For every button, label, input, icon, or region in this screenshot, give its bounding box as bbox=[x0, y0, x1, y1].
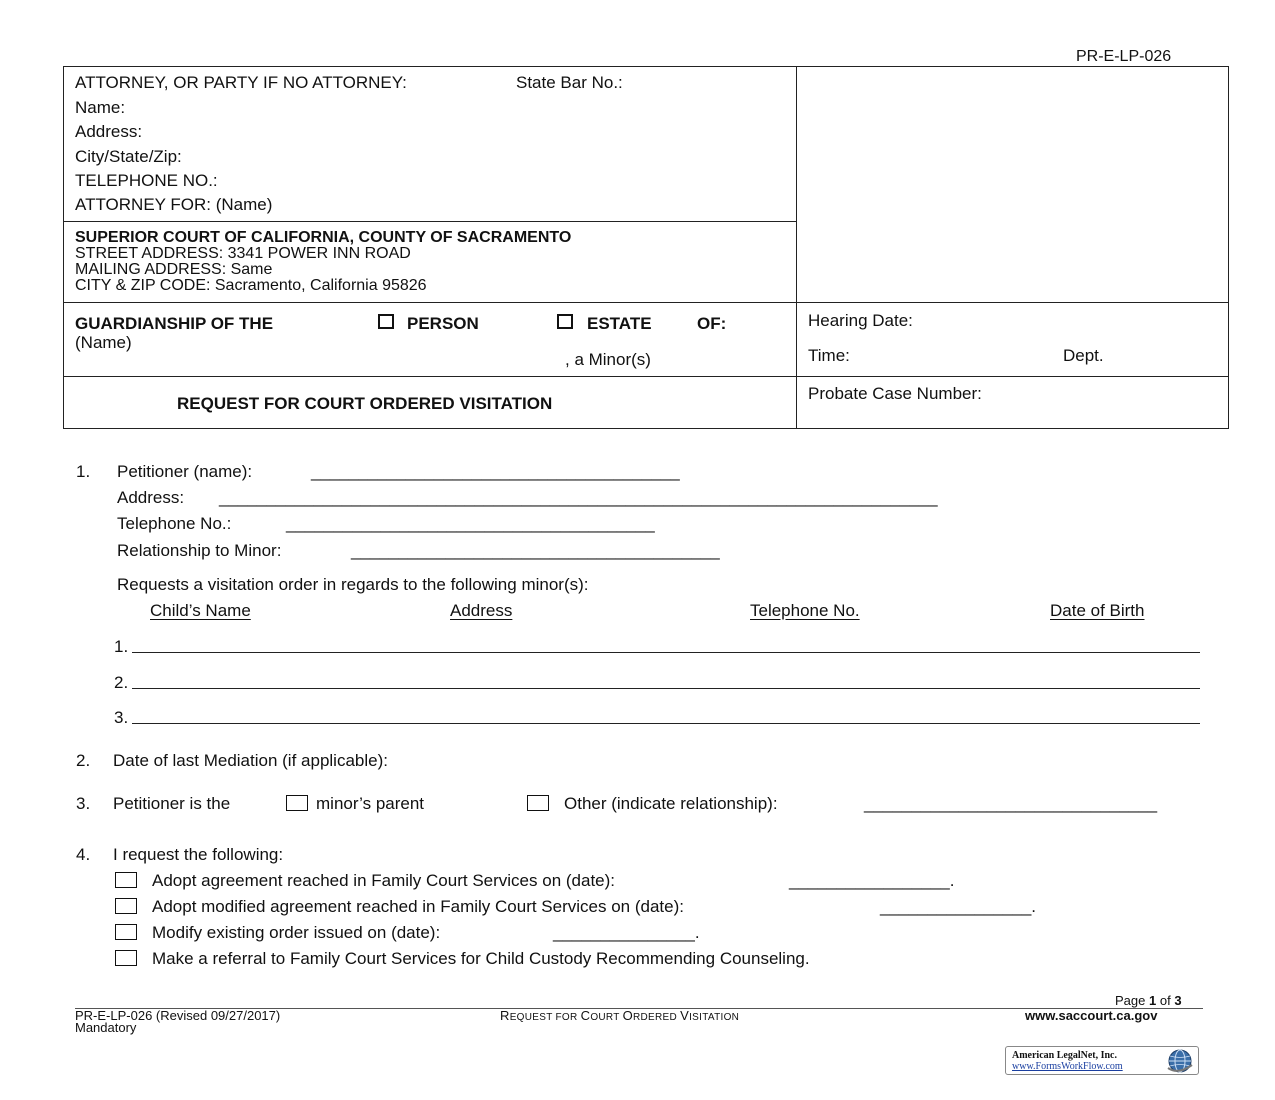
hearing-time-label: Time: bbox=[808, 346, 850, 365]
footer-title-part: ISITATION bbox=[689, 1012, 740, 1023]
hearing-date-label: Hearing Date: bbox=[808, 311, 913, 330]
court-mailing-address: MAILING ADDRESS: Same bbox=[75, 261, 273, 278]
footer-title-part: EQUEST FOR bbox=[509, 1012, 581, 1023]
person-checkbox[interactable] bbox=[378, 314, 394, 329]
modify-order-checkbox[interactable] bbox=[115, 924, 137, 940]
petitioner-is-label: Petitioner is the bbox=[113, 794, 231, 813]
logo-line1: American LegalNet, Inc. bbox=[1012, 1050, 1117, 1061]
other-relationship-checkbox[interactable] bbox=[527, 795, 549, 811]
item3-number: 3. bbox=[76, 794, 91, 813]
page-of: of bbox=[1159, 993, 1171, 1008]
adopt-agreement-checkbox[interactable] bbox=[115, 872, 137, 888]
minor-row-line[interactable] bbox=[132, 652, 1200, 653]
minors-parent-label: minor’s parent bbox=[316, 794, 425, 813]
person-label: PERSON bbox=[407, 314, 479, 333]
state-bar-no-label: State Bar No.: bbox=[516, 73, 623, 92]
petitioner-address-label: Address: bbox=[117, 488, 185, 507]
footer-title-part: O bbox=[622, 1008, 633, 1023]
footer-title-part: R bbox=[500, 1008, 510, 1023]
footer-title-part: RDERED bbox=[632, 1012, 681, 1023]
page-number: 1 bbox=[1149, 993, 1157, 1008]
attorney-name-label: Name: bbox=[75, 98, 126, 117]
relationship-field[interactable]: _______________________________________ bbox=[351, 541, 720, 560]
adopt-agreement-date-field[interactable]: _________________. bbox=[789, 871, 955, 890]
minor-row-line[interactable] bbox=[132, 688, 1200, 689]
attorney-city-label: City/State/Zip: bbox=[75, 147, 182, 166]
referral-fcs-checkbox[interactable] bbox=[115, 950, 137, 966]
other-relationship-field[interactable]: _______________________________ bbox=[864, 794, 1158, 813]
probate-case-number-label: Probate Case Number: bbox=[808, 384, 982, 403]
column-childs-name: Child’s Name bbox=[150, 601, 251, 620]
modify-order-date-field[interactable]: _______________. bbox=[553, 923, 700, 942]
estate-checkbox[interactable] bbox=[557, 314, 573, 329]
item4-number: 4. bbox=[76, 845, 91, 864]
guardianship-label: GUARDIANSHIP OF THE bbox=[75, 314, 274, 333]
logo-line2: www.FormsWorkFlow.com bbox=[1012, 1061, 1123, 1072]
minor-label: , a Minor(s) bbox=[565, 350, 651, 369]
minor-row-number: 2. bbox=[114, 673, 129, 692]
attorney-for-label: ATTORNEY FOR: (Name) bbox=[75, 195, 273, 214]
form-title: REQUEST FOR COURT ORDERED VISITATION bbox=[177, 394, 553, 413]
form-id: PR-E-LP-026 bbox=[1076, 48, 1172, 65]
column-telephone: Telephone No. bbox=[750, 601, 860, 620]
caption-name-label: (Name) bbox=[75, 333, 132, 352]
petitioner-address-field[interactable]: ____________________________________________________________________________ bbox=[219, 488, 938, 507]
mediation-date-label: Date of last Mediation (if applicable): bbox=[113, 751, 388, 770]
minor-row-number: 1. bbox=[114, 637, 129, 656]
estate-label: ESTATE bbox=[587, 314, 652, 333]
attorney-address-label: Address: bbox=[75, 122, 143, 141]
relationship-label: Relationship to Minor: bbox=[117, 541, 282, 560]
page-total: 3 bbox=[1174, 993, 1182, 1008]
page-indicator bbox=[1115, 993, 1182, 1008]
american-legalnet-logo[interactable] bbox=[1005, 1046, 1199, 1075]
minor-row-number: 3. bbox=[114, 708, 129, 727]
footer-title-part: OURT bbox=[590, 1012, 623, 1023]
footer-title-part: C bbox=[580, 1008, 591, 1023]
attorney-heading: ATTORNEY, OR PARTY IF NO ATTORNEY: bbox=[75, 73, 407, 92]
minors-parent-checkbox[interactable] bbox=[286, 795, 308, 811]
court-city-zip: CITY & ZIP CODE: Sacramento, California 95826 bbox=[75, 277, 427, 294]
petitioner-telephone-label: Telephone No.: bbox=[117, 514, 232, 533]
petitioner-telephone-field[interactable]: _______________________________________ bbox=[286, 514, 655, 533]
adopt-modified-agreement-label: Adopt modified agreement reached in Family Court Services on (date): bbox=[152, 897, 684, 916]
petitioner-name-field[interactable]: _______________________________________ bbox=[311, 462, 680, 481]
court-street-address: STREET ADDRESS: 3341 POWER INN ROAD bbox=[75, 245, 411, 262]
requests-text: Requests a visitation order in regards to the following minor(s): bbox=[117, 575, 589, 594]
page-prefix: Page bbox=[1115, 993, 1146, 1008]
column-date-of-birth: Date of Birth bbox=[1050, 601, 1145, 620]
attorney-telephone-label: TELEPHONE NO.: bbox=[75, 171, 218, 190]
adopt-modified-agreement-checkbox[interactable] bbox=[115, 898, 137, 914]
hearing-dept-label: Dept. bbox=[1063, 346, 1104, 365]
referral-fcs-label: Make a referral to Family Court Services for Child Custody Recommending Counseling. bbox=[152, 949, 810, 968]
modify-order-label: Modify existing order issued on (date): bbox=[152, 923, 441, 942]
request-following-label: I request the following: bbox=[113, 845, 284, 864]
of-label: OF: bbox=[697, 314, 727, 333]
petitioner-name-label: Petitioner (name): bbox=[117, 462, 253, 481]
footer-revised: PR-E-LP-026 (Revised 09/27/2017) bbox=[75, 1008, 281, 1023]
footer-mandatory: Mandatory bbox=[75, 1020, 137, 1035]
footer-website[interactable]: www.saccourt.ca.gov bbox=[1025, 1008, 1158, 1023]
adopt-modified-agreement-date-field[interactable]: ________________. bbox=[880, 897, 1036, 916]
item2-number: 2. bbox=[76, 751, 91, 770]
column-address: Address bbox=[450, 601, 513, 620]
item1-number: 1. bbox=[76, 462, 91, 481]
court-name: SUPERIOR COURT OF CALIFORNIA, COUNTY OF SACRAMENTO bbox=[75, 229, 572, 246]
adopt-agreement-label: Adopt agreement reached in Family Court Services on (date): bbox=[152, 871, 616, 890]
other-relationship-label: Other (indicate relationship): bbox=[564, 794, 778, 813]
footer-title-part: V bbox=[680, 1008, 690, 1023]
footer-form-title bbox=[500, 1008, 739, 1023]
globe-icon bbox=[1166, 1048, 1194, 1074]
minor-row-line[interactable] bbox=[132, 723, 1200, 724]
